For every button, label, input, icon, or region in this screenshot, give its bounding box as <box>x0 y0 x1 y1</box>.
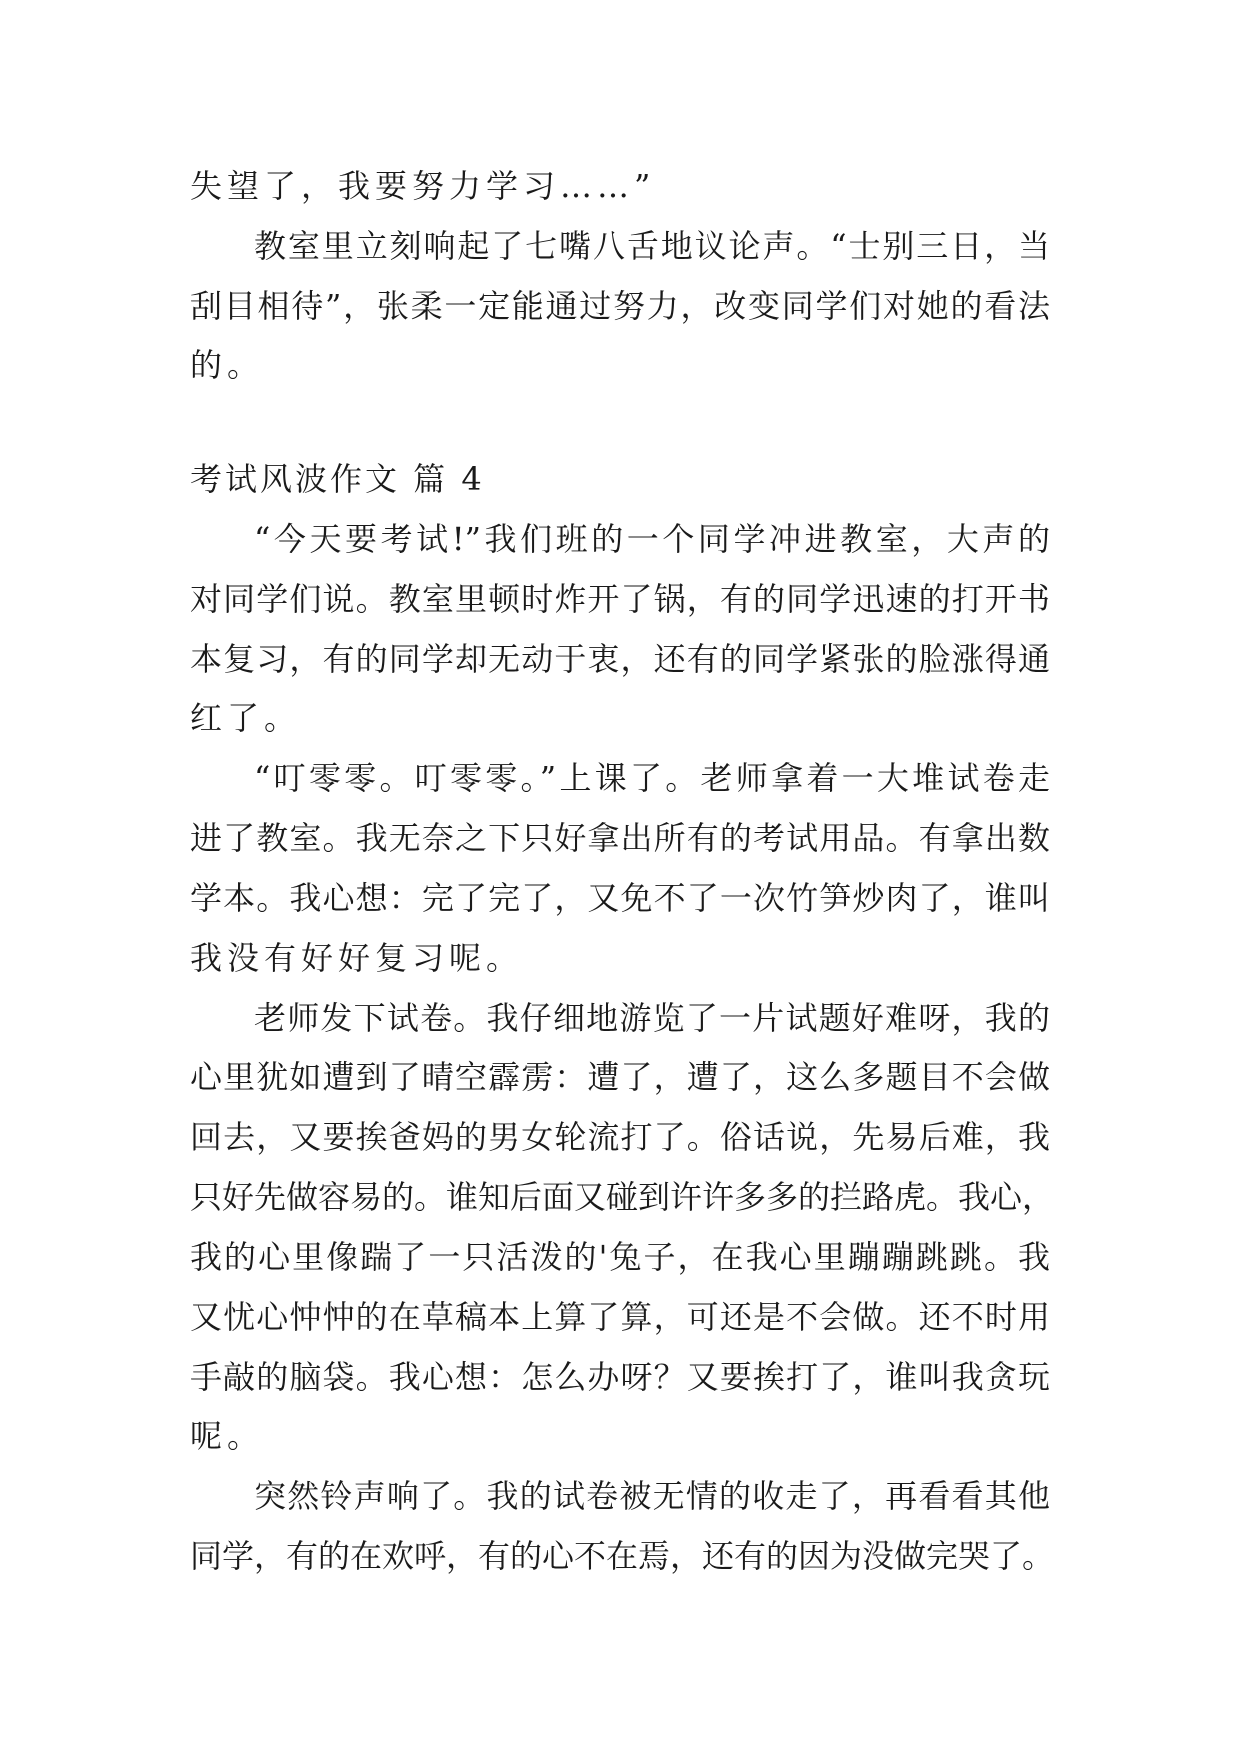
text-line: 我没有好好复习呢。 <box>190 939 524 977</box>
text-line: 只好先做容易的。谁知后面又碰到许许多多的拦路虎。我心， <box>190 1178 1055 1216</box>
text-line: 学本。我心想：完了完了，又免不了一次竹笋炒肉了，谁叫 <box>190 879 1050 917</box>
text-line: 突然铃声响了。我的试卷被无情的收走了，再看看其他 <box>254 1477 1050 1515</box>
text-line: 同学，有的在欢呼，有的心不在焉，还有的因为没做完哭了。 <box>190 1537 1055 1575</box>
text-line: 又忧心忡忡的在草稿本上算了算，可还是不会做。还不时用 <box>190 1298 1050 1336</box>
text-line: 的。 <box>190 346 265 384</box>
section-heading: 考试风波作文 篇 4 <box>190 460 485 498</box>
text-line: 进了教室。我无奈之下只好拿出所有的考试用品。有拿出数 <box>190 819 1050 857</box>
text-line: 心里犹如遭到了晴空霹雳：遭了，遭了，这么多题目不会做 <box>190 1058 1050 1096</box>
text-line: 老师发下试卷。我仔细地游览了一片试题好难呀，我的 <box>254 999 1050 1037</box>
text-line: 回去，又要挨爸妈的男女轮流打了。俗话说，先易后难，我 <box>190 1118 1050 1156</box>
text-line: 对同学们说。教室里顿时炸开了锅，有的同学迅速的打开书 <box>190 580 1050 618</box>
text-line: 本复习，有的同学却无动于衷，还有的同学紧张的脸涨得通 <box>190 640 1050 678</box>
text-line: 失望了，我要努力学习……” <box>190 167 656 205</box>
text-line: 教室里立刻响起了七嘴八舌地议论声。“士别三日，当 <box>254 227 1050 265</box>
text-line: 呢。 <box>190 1417 265 1455</box>
text-line: 手敲的脑袋。我心想：怎么办呀？又要挨打了，谁叫我贪玩 <box>190 1358 1050 1396</box>
text-line: “今天要考试!”我们班的一个同学冲进教室，大声的 <box>254 520 1050 558</box>
text-line: 红了。 <box>190 699 302 737</box>
text-line: 我的心里像踹了一只活泼的'兔子，在我心里蹦蹦跳跳。我 <box>190 1238 1050 1276</box>
text-line: “叮零零。叮零零。”上课了。老师拿着一大堆试卷走 <box>254 759 1050 797</box>
text-line: 刮目相待”，张柔一定能通过努力，改变同学们对她的看法 <box>190 287 1050 325</box>
